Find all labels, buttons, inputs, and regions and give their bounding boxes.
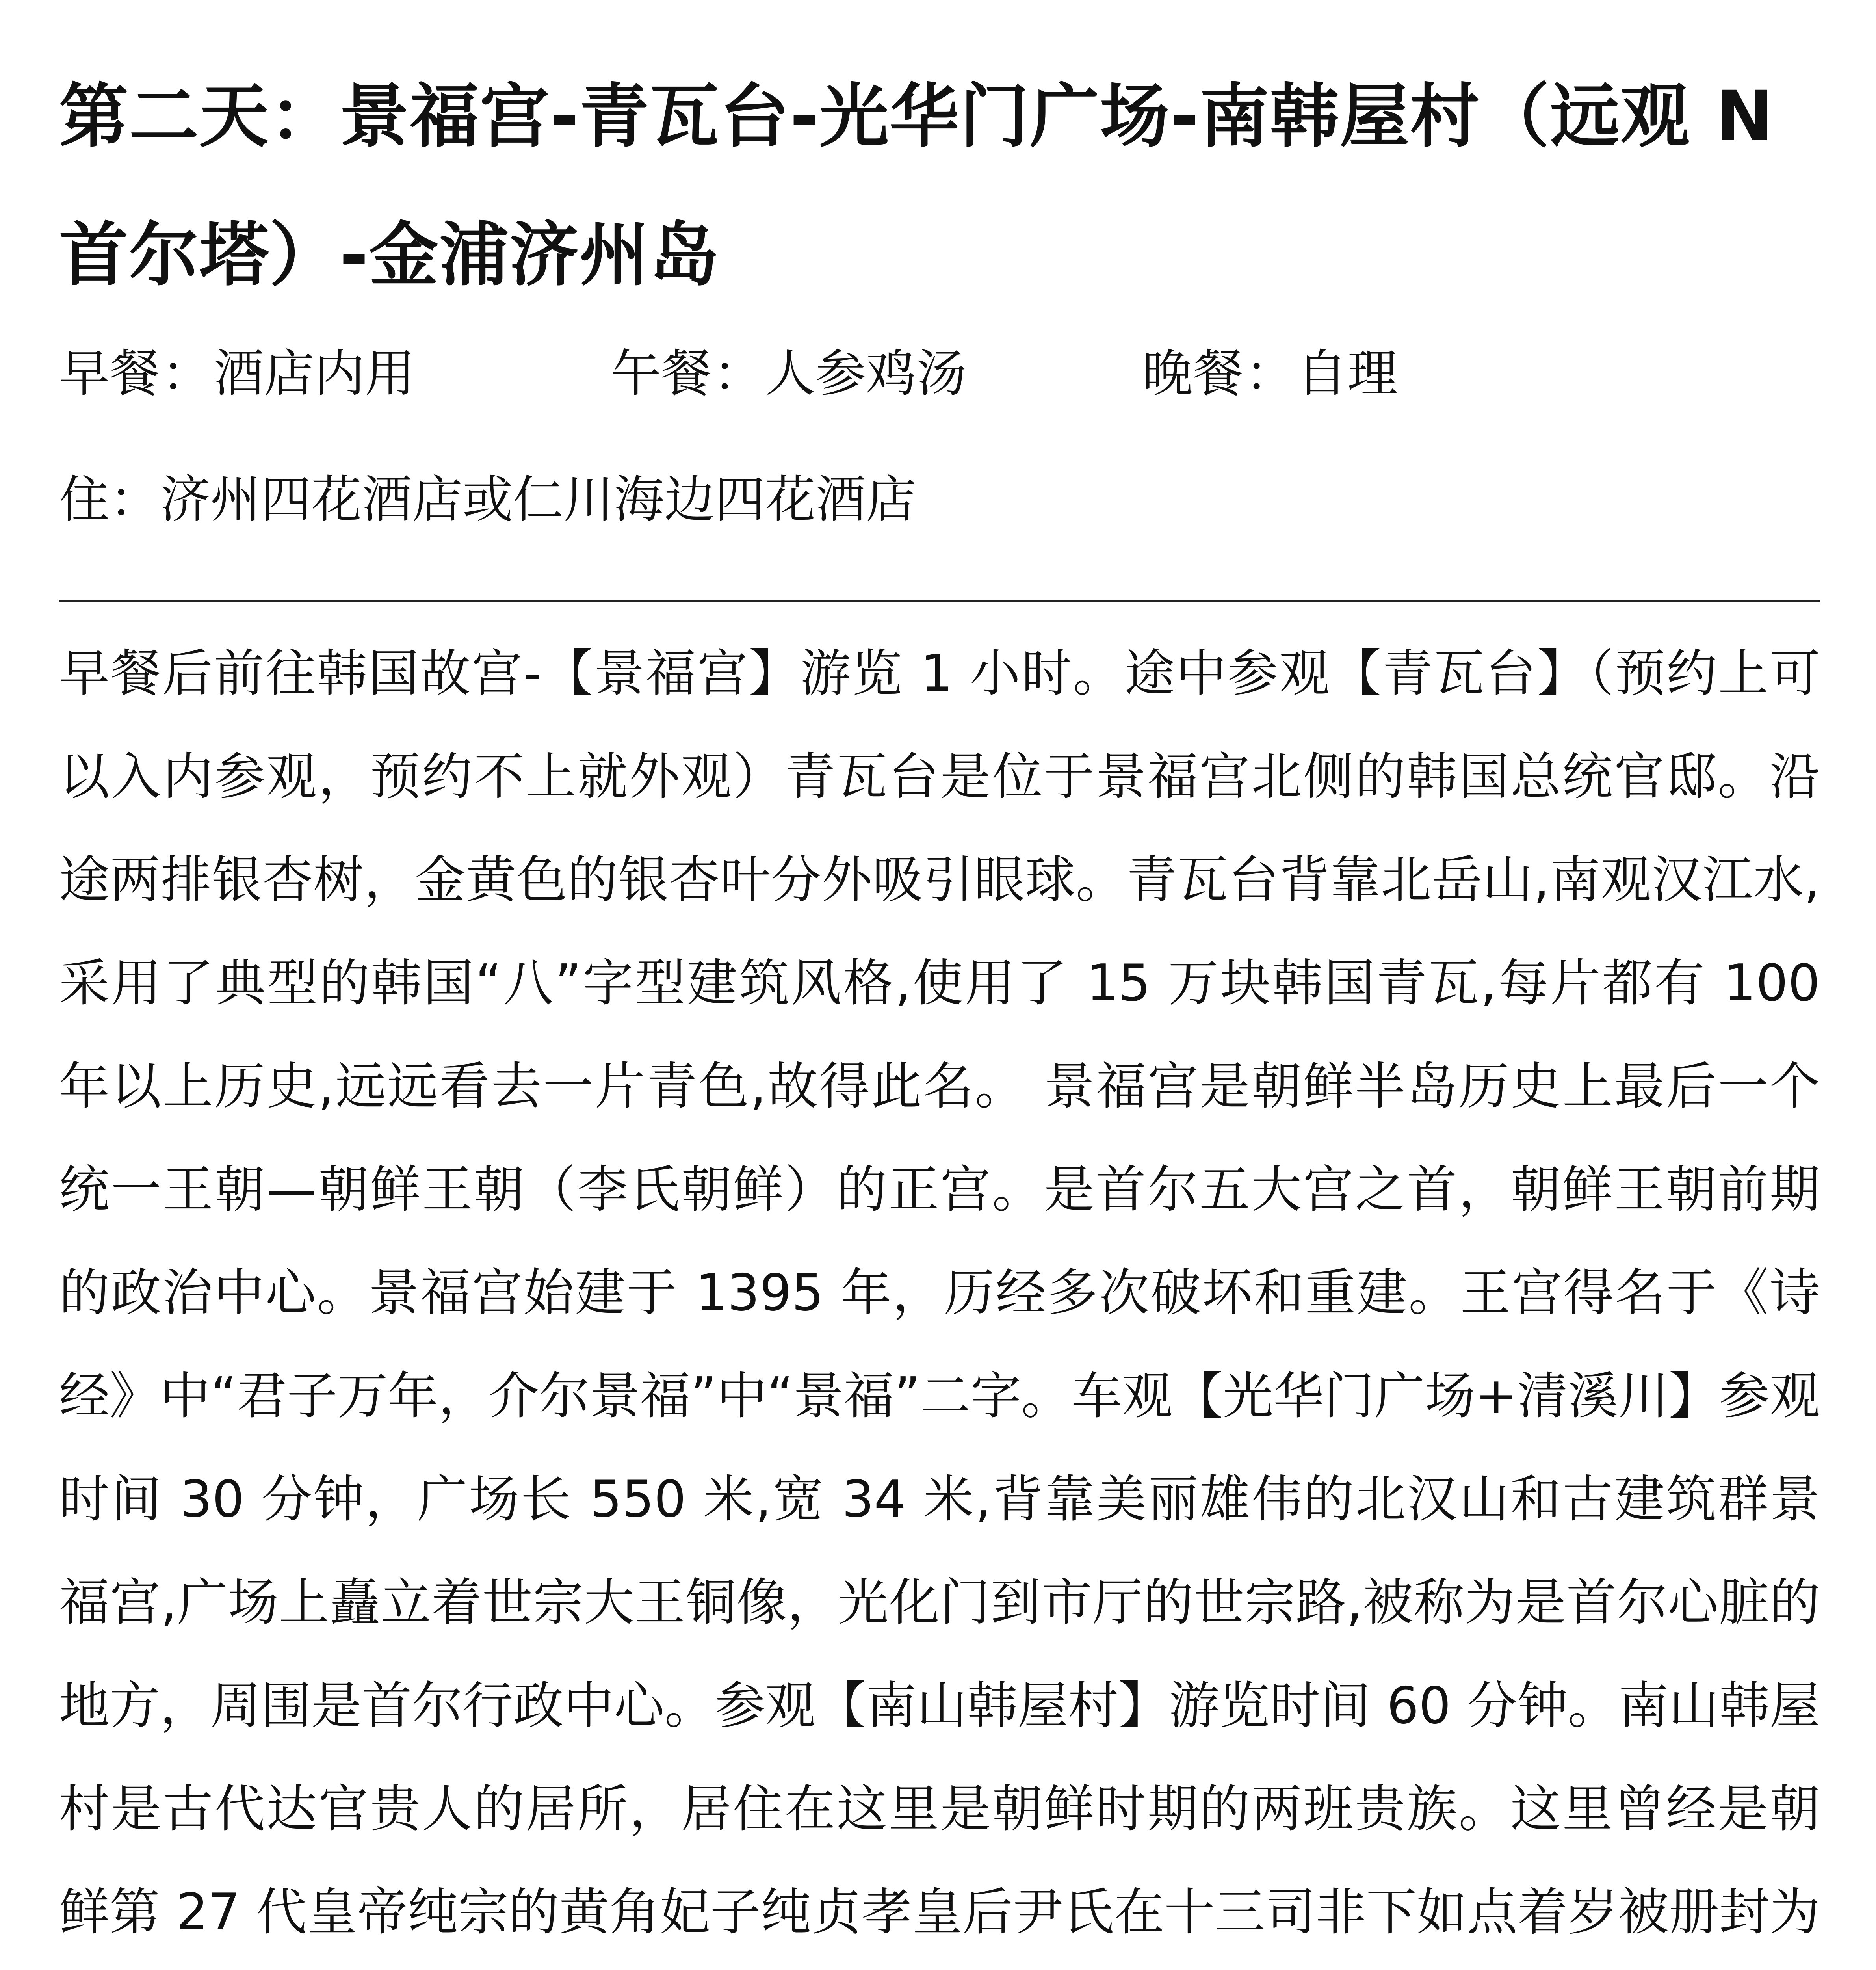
dinner-value: 自理 xyxy=(1297,344,1398,403)
dinner-info: 晚餐：自理 xyxy=(1142,344,1398,403)
lunch-label: 午餐 xyxy=(611,344,712,403)
breakfast-value: 酒店内用 xyxy=(214,344,416,403)
lodging-value: 济州四花酒店或仁川海边四花酒店 xyxy=(160,470,917,529)
lunch-info: 午餐：人参鸡汤 xyxy=(611,344,967,403)
itinerary-page xyxy=(59,47,1820,1970)
lunch-value: 人参鸡汤 xyxy=(765,344,967,403)
breakfast-info: 早餐：酒店内用 xyxy=(59,344,416,403)
meal-info xyxy=(59,333,1820,415)
breakfast-label: 早餐 xyxy=(59,344,160,403)
dinner-label: 晚餐 xyxy=(1142,344,1244,403)
lodging-label: 住 xyxy=(59,470,110,529)
itinerary-description: 早餐后前往韩国故宫-【景福宫】游览 1 小时。途中参观【青瓦台】（预约上可以入内参观，预约不上就外观）青瓦台是位于景福宫北侧的韩国总统官邸。沿途两排银杏树，金黄色的银杏叶分外吸引眼球。青瓦台背靠北岳山,南观汉江水,采用了典型的韩国“八”字型建筑风格,使用了 15 万块韩国青瓦,每片都有 100 年以上历史,远远看去一片青色,故得此名。 景福宫是朝鲜半岛历史上最后一个统一王朝—朝鲜王朝（李氏朝鲜）的正宫。是首尔五大宫之首，朝鲜王朝前期的政治中心。景福宫始建于 1395 年，历经多次破坏和重建。王宫得名于《诗经》中“君子万年，介尔景福”中“景福”二字。车观【光华门广场+清溪川】参观时间 30 分钟，广场长 550 米,宽 34 米,背靠美丽雄伟的北汉山和古建筑群景福宫,广场上矗立着世宗大王铜像，光化门到市厅的世宗路,被称为是首尔心脏的地方，周围是首尔行政中心。参观【南山韩屋村】游览时间 60 分钟。南山韩屋村是古代达官贵人的居所，居住在这里是朝鲜时期的两班贵族。这里曾经是朝鲜第 27 代皇帝纯宗的黄角妃子纯贞孝皇后尹氏在十三司非下如点着岁被册封为 xyxy=(59,644,1820,1942)
section-divider xyxy=(59,600,1820,602)
day-title: 第二天：景福宫-青瓦台-光华门广场-南韩屋村（远观 N 首尔塔）-金浦济州岛 xyxy=(59,76,1774,296)
lodging-info: 住：济州四花酒店或仁川海边四花酒店 xyxy=(59,470,917,529)
